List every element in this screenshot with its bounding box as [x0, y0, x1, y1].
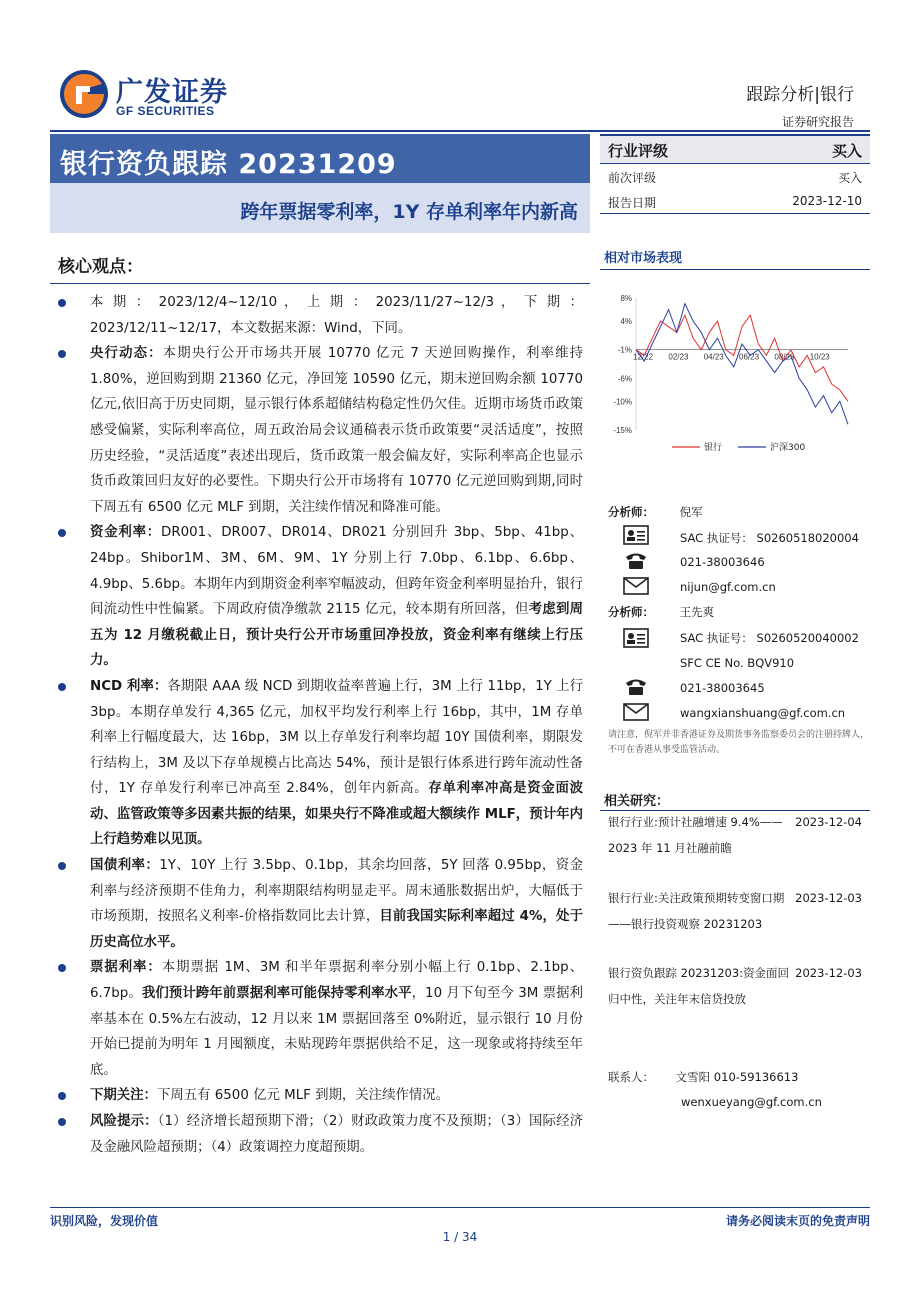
related-item-text: 银行行业:预计社融增速 9.4%——2023 年 11 月社融前瞻	[608, 815, 783, 855]
related-item-1[interactable]	[608, 810, 870, 861]
core-views-title: 核心观点：	[58, 257, 143, 277]
subtitle-band	[50, 183, 590, 233]
bullet-central-bank	[58, 341, 583, 520]
footer-divider	[50, 1207, 870, 1208]
related-item-date: 2023-12-04	[795, 815, 862, 829]
bullet-head: 国债利率：	[90, 858, 160, 874]
related-item-text: 银行行业:关注政策预期转变窗口期——银行投资观察 20231203	[608, 891, 785, 931]
id-card-icon	[622, 628, 650, 648]
market-chart-svg	[600, 282, 870, 462]
bullet-bill-rate	[58, 955, 583, 1083]
rating-label: 行业评级	[608, 142, 669, 160]
footer-disclaimer-link[interactable]: 请务必阅读末页的免责声明	[725, 1214, 870, 1228]
bullet-head: 央行动态：	[90, 346, 163, 362]
analyst-disclaimer: 请注意，倪军并非香港证券及期货事务监察委员会的注册持牌人，不可在香港从事受监管活动。	[608, 730, 870, 755]
phone-icon	[622, 551, 650, 571]
bullet-text-tail: ，10 月下旬至今 3M 票据利率基本在 0.5%左右波动，12 月以来 1M 票据回落至 0%附近，显示银行 10 月份开始已提前为明年 1 月囤额度，未贴现跨年票据供给不足，这一现象或将持续至年底。	[90, 986, 583, 1078]
title-band	[50, 134, 590, 183]
series-line-csi300	[636, 304, 848, 425]
analyst-1-sac: SAC 执证号： S0260518020004	[680, 531, 859, 545]
bullet-dot-icon	[58, 350, 66, 358]
bullet-text: 本 期 ： 2023/12/4~12/10 ， 上 期 ： 2023/11/27~12/3 ， 下 期 ： 2023/12/11~12/17，本文数据来源：Wind，下同。	[90, 295, 583, 336]
header-right	[746, 80, 854, 130]
bullet-period	[58, 290, 583, 341]
rating-box	[600, 134, 870, 214]
analyst-2-name: 王先爽	[679, 605, 715, 619]
bullet-dot-icon	[58, 964, 66, 972]
related-item-text: 银行资负跟踪 20231203:资金面回归中性，关注年末信贷投放	[608, 966, 790, 1006]
contact-email[interactable]: wenxueyang@gf.com.cn	[681, 1095, 822, 1109]
logo-en-text: GF SECURITIES	[116, 104, 215, 118]
bullet-risk	[58, 1109, 583, 1160]
bullet-emphasis: 存单利率冲高是资金面波动、监管政策等多因素共振的结果，如果央行不降准或超大额续作 MLF，预计年内上行趋势难以见顶。	[90, 781, 584, 848]
y-tick-label: -6%	[617, 374, 632, 384]
analyst-1-email[interactable]: nijun@gf.com.cn	[680, 580, 776, 594]
page-number: 1 / 34	[442, 1230, 478, 1244]
bullet-dot-icon	[58, 1118, 66, 1126]
analyst-1-label-row	[608, 504, 703, 520]
related-item-3[interactable]	[608, 961, 870, 1012]
related-item-2[interactable]	[608, 886, 870, 937]
y-tick-label: -15%	[613, 426, 632, 435]
prev-rating-value: 买入	[837, 171, 862, 185]
related-title: 相关研究：	[604, 794, 670, 809]
bullet-dot-icon	[58, 299, 66, 307]
email-icon	[622, 576, 650, 596]
bullet-emphasis: 目前我国实际利率超过 4%，处于历史高位水平。	[90, 909, 583, 950]
y-tick-label: -10%	[613, 397, 632, 407]
bullet-dot-icon	[58, 529, 66, 537]
contact-name-tel: 文雪阳 010-59136613	[675, 1070, 799, 1084]
analyst-2-tel: 021-38003645	[680, 681, 765, 695]
id-card-icon	[622, 525, 650, 545]
bullet-text: （1）经济增长超预期下滑；（2）财政政策力度不及预期；（3）国际经济及金融风险超预期；（4）政策调控力度超预期。	[90, 1114, 584, 1155]
related-item-date: 2023-12-03	[795, 891, 862, 905]
bullet-dot-icon	[58, 862, 66, 870]
analyst-1-name: 倪军	[679, 505, 703, 519]
gf-logo-mark-icon	[58, 68, 110, 120]
bullet-text: 本期票据 1M、3M 和半年票据利率分别小幅上行 0.1bp、2.1bp、6.7bp。	[90, 960, 583, 1002]
bullet-head: 票据利率：	[90, 960, 162, 976]
bullet-text: 各期限 AAA 级 NCD 到期收益率普遍上行，3M 上行 11bp，1Y 上行 3bp。本期存单发行 4,365 亿元，加权平均发行利率上行 16bp，其中，1M 存单利率上行幅度最大，达 16bp，3M 以上存单发行利率均超 10Y 国债利率，期限发行结构上，3M 及以下存单规模占比高达 54%，预计是银行体系进行跨年流动性备付，1Y 存单发行利率已冲高至 2.84%，创年内新高。	[90, 678, 584, 797]
bullet-head: 下期关注：	[90, 1088, 157, 1104]
bullet-emphasis: 考虑到周五为 12 月缴税截止日，预计央行公开市场重回净投放，资金利率有继续上行压力。	[90, 602, 584, 669]
analyst-1-tel: 021-38003646	[680, 555, 765, 569]
analyst-2-label: 分析师：	[608, 605, 654, 619]
contact-row	[608, 1069, 798, 1085]
report-title: 银行资负跟踪 20231209	[60, 149, 397, 180]
report-category: 跟踪分析|银行	[746, 85, 854, 105]
y-tick-label: 4%	[620, 316, 632, 326]
bullet-head: 风险提示：	[90, 1114, 158, 1129]
prev-rating-label: 前次评级	[608, 171, 657, 185]
related-item-date: 2023-12-03	[795, 966, 862, 980]
y-tick-label: 8%	[620, 294, 632, 303]
bullet-text: DR001、DR007、DR014、DR021 分别回升 3bp、5bp、41bp、24bp。Shibor1M、3M、6M、9M、1Y 分别上行 7.0bp、6.1bp、6.6bp、4.9bp、5.6bp。本期年内到期资金利率窄幅波动，但跨年资金利率明显抬升，银行间流动性中性偏紧。下周政府债净缴款 2115 亿元，较本期有所回落，但	[90, 525, 583, 618]
bullet-text: 1Y、10Y 上行 3.5bp、0.1bp，其余均回落，5Y 回落 0.95bp，资金利率与经济预期不佳角力，利率期限结构明显走平。周末通胀数据出炉，大幅低于市场预期，按照名义利率-价格指数同比去计算，	[90, 858, 583, 925]
bullet-treasury-rate	[58, 853, 583, 955]
core-views-divider	[50, 283, 590, 284]
report-date-value: 2023-12-10	[792, 194, 862, 208]
x-tick-label: 08/23	[774, 352, 795, 362]
bullet-dot-icon	[58, 1092, 66, 1100]
report-type: 证券研究报告	[781, 115, 854, 129]
rating-value: 买入	[831, 142, 862, 160]
footer-slogan: 识别风险，发现价值	[50, 1214, 159, 1228]
x-tick-label: 10/23	[809, 352, 830, 362]
report-subtitle: 跨年票据零利率，1Y 存单利率年内新高	[240, 201, 578, 223]
legend-label-bank: 银行	[704, 443, 723, 453]
contact-label: 联系人：	[608, 1070, 654, 1084]
report-date-row	[600, 189, 870, 214]
bullet-head: 资金利率：	[90, 525, 162, 541]
x-tick-label: 04/23	[703, 352, 724, 362]
rating-row	[600, 134, 870, 164]
legend-label-csi300: 沪深300	[770, 443, 806, 453]
report-date-label: 报告日期	[608, 196, 657, 210]
analyst-2-sfc: SFC CE No. BQV910	[680, 656, 795, 670]
bullet-head: NCD 利率：	[90, 678, 168, 694]
market-divider	[600, 269, 870, 270]
bullet-dot-icon	[58, 683, 66, 691]
analyst-1-label: 分析师：	[608, 505, 654, 519]
bullet-ncd-rate	[58, 674, 583, 853]
x-tick-label: 02/23	[668, 352, 689, 362]
x-tick-label: 06/23	[739, 352, 760, 362]
email-icon	[622, 702, 650, 722]
phone-icon	[622, 677, 650, 697]
analyst-2-sac: SAC 执证号： S0260520040002	[680, 631, 859, 645]
market-chart	[600, 282, 870, 462]
core-views-list	[58, 290, 583, 1160]
bullet-text: 本期央行公开市场共开展 10770 亿元 7 天逆回购操作，利率维持 1.80%，逆回购到期 21360 亿元，净回笼 10590 亿元，期末逆回购余额 10770 亿元,依旧高于历史同期，显示银行体系超储结构稳定性仍欠佳。近期市场货币政策感受偏紧，实际利率高位，周五政治局会议通稿表示货币政策要“灵活适度”，按照历史经验，“灵活适度”表述出现后，货币政策一般会偏友好，实际利率高企也显示货币政策回归友好的必要性。下期央行公开市场将有 10770 亿元逆回购到期,同时下周五有 6500 亿元 MLF 到期，关注续作情况和降准可能。	[90, 346, 583, 515]
bullet-next-focus	[58, 1083, 583, 1109]
header-divider	[50, 130, 870, 132]
analyst-2-label-row	[608, 604, 714, 620]
y-tick-label: -1%	[617, 345, 632, 355]
prev-rating-row	[600, 164, 870, 189]
gf-logo	[58, 68, 248, 120]
logo-cn-text: 广发证券	[116, 77, 228, 108]
bullet-emphasis: 我们预计跨年前票据利率可能保持零利率水平	[141, 986, 412, 1002]
analyst-2-email[interactable]: wangxianshuang@gf.com.cn	[680, 706, 846, 720]
bullet-funding-rate	[58, 520, 583, 674]
market-title: 相对市场表现	[604, 251, 683, 266]
bullet-text: 下周五有 6500 亿元 MLF 到期，关注续作情况。	[156, 1088, 450, 1104]
x-tick-label: 12/22	[633, 352, 654, 362]
